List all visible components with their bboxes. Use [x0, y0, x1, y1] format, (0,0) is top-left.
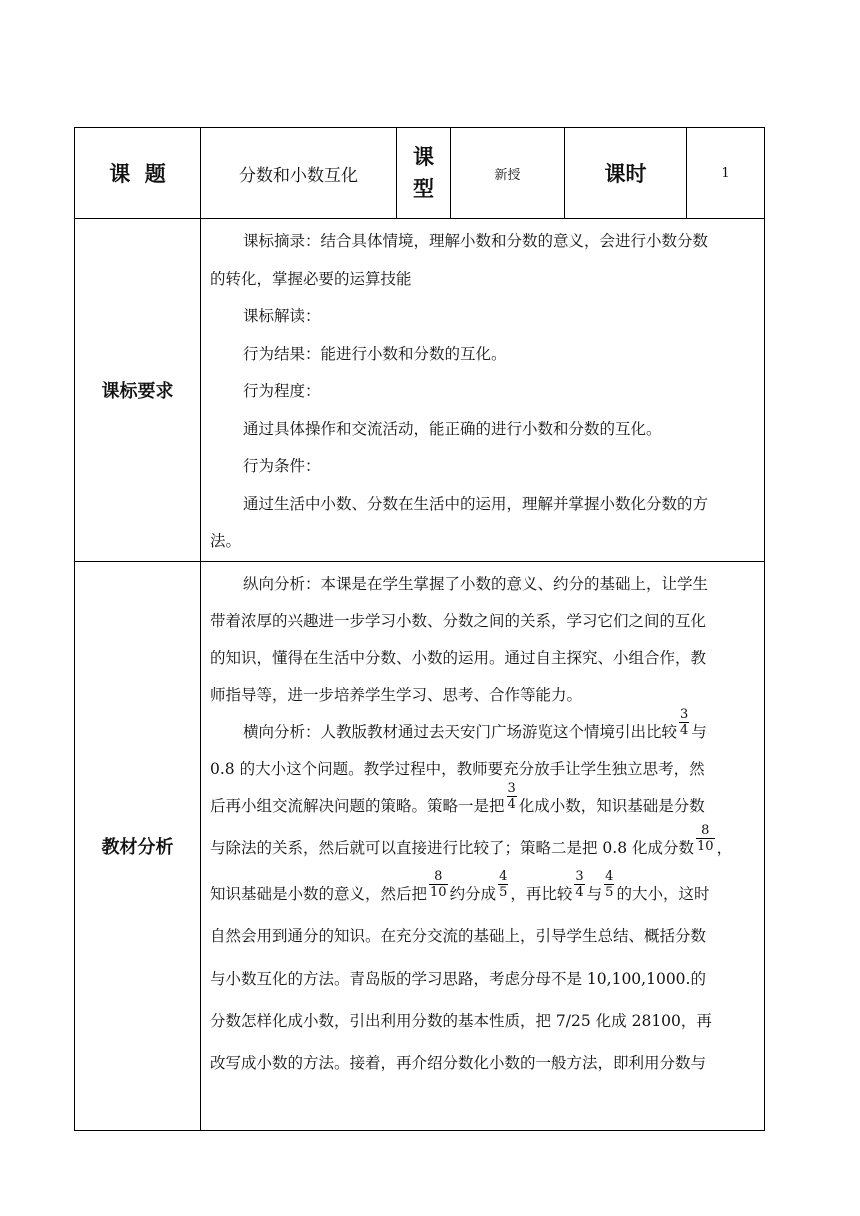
- standards-line: 行为程度：: [243, 382, 321, 400]
- analysis-text: 后再小组交流解决问题的策略。策略一是把: [210, 796, 505, 815]
- analysis-text: ，: [716, 838, 733, 857]
- analysis-line: 的知识，懂得在生活中分数、小数的运用。通过自主探究、小组合作，教: [210, 648, 707, 667]
- topic-value: 分数和小数互化: [201, 128, 397, 219]
- fraction-4-5: [604, 869, 614, 900]
- analysis-line: 改写成小数的方法。接着，再介绍分数化小数的一般方法，即利用分数与: [210, 1053, 707, 1072]
- type-label: [397, 128, 451, 219]
- fraction-numerator: 3: [507, 781, 516, 796]
- standards-label: 课标要求: [75, 219, 201, 562]
- analysis-line: [210, 707, 754, 751]
- fraction-8-10: [696, 823, 715, 854]
- analysis-text: 与: [691, 722, 707, 741]
- analysis-text: 知识基础是小数的意义，然后把: [210, 884, 428, 903]
- analysis-text: ，再比较: [510, 884, 573, 903]
- standards-line: 课标解读：: [243, 307, 321, 325]
- standards-content: [201, 219, 765, 562]
- analysis-line: 与小数互化的方法。青岛版的学习思路，考虑分母不是 10,100,1000.的: [210, 969, 706, 988]
- fraction-denominator: 4: [680, 723, 689, 738]
- lesson-plan-table: [74, 127, 765, 1131]
- fraction-3-4: [507, 781, 517, 812]
- analysis-row: [75, 561, 765, 1130]
- fraction-8-10: [429, 869, 448, 900]
- fraction-denominator: 4: [575, 885, 584, 900]
- fraction-denominator: 5: [499, 885, 508, 900]
- fraction-numerator: 3: [575, 869, 584, 884]
- analysis-text: 与除法的关系，然后就可以直接进行比较了；策略二是把 0.8 化成分数: [210, 838, 695, 857]
- fraction-denominator: 4: [507, 797, 516, 812]
- analysis-line: 师指导等，进一步培养学生学习、思考、合作等能力。: [210, 685, 583, 704]
- analysis-line: 分数怎样化成小数，引出利用分数的基本性质，把 7/25 化成 28100，再: [210, 1011, 712, 1030]
- type-label-line1: 课: [413, 145, 434, 169]
- standards-line: 通过生活中小数、分数在生活中的运用，理解并掌握小数化分数的方: [243, 494, 709, 513]
- fraction-denominator: 10: [430, 885, 447, 900]
- header-row: [75, 128, 765, 219]
- standards-line: 的转化，掌握必要的运算技能: [210, 269, 412, 288]
- period-label: 课时: [565, 128, 687, 219]
- analysis-line: 带着浓厚的兴趣进一步学习小数、分数之间的关系，学习它们之间的互化: [210, 611, 707, 630]
- period-value: 1: [687, 128, 765, 219]
- standards-line: 法。: [210, 532, 242, 550]
- analysis-label: 教材分析: [75, 561, 201, 1130]
- type-label-line2: 型: [413, 177, 434, 201]
- analysis-text: 的大小，这时: [616, 884, 710, 903]
- standards-line: 行为条件：: [243, 457, 321, 475]
- fraction-denominator: 5: [605, 885, 614, 900]
- analysis-line: 0.8 的大小这个问题。教学过程中，教师要充分放手让学生独立思考，然: [210, 759, 705, 778]
- analysis-line: [210, 865, 754, 915]
- fraction-numerator: 4: [605, 869, 614, 884]
- analysis-text: 化成小数，知识基础是分数: [518, 796, 705, 815]
- analysis-line: 纵向分析：本课是在学生掌握了小数的意义、约分的基础上，让学生: [243, 574, 709, 593]
- fraction-numerator: 4: [499, 869, 508, 884]
- fraction-numerator: 8: [429, 869, 448, 885]
- analysis-text: 横向分析：人教版教材通过去天安门广场游览这个情境引出比较: [243, 722, 678, 741]
- fraction-numerator: 8: [696, 823, 715, 839]
- analysis-line: 自然会用到通分的知识。在充分交流的基础上，引导学生总结、概括分数: [210, 926, 707, 945]
- analysis-text: 约分成: [449, 884, 497, 903]
- fraction-3-4: [679, 707, 689, 738]
- topic-label: 课 题: [75, 128, 201, 219]
- fraction-4-5: [498, 869, 508, 900]
- type-value: 新授: [451, 128, 565, 219]
- standards-line: 课标摘录：结合具体情境，理解小数和分数的意义，会进行小数分数: [243, 232, 709, 250]
- fraction-3-4: [574, 869, 584, 900]
- fraction-denominator: 10: [697, 839, 714, 854]
- analysis-line: [210, 781, 754, 825]
- standards-line: 行为结果：能进行小数和分数的互化。: [243, 344, 507, 363]
- fraction-numerator: 3: [680, 707, 689, 722]
- analysis-line: [210, 825, 754, 865]
- analysis-content: [201, 561, 765, 1130]
- analysis-text: 与: [586, 884, 603, 903]
- standards-line: 通过具体操作和交流活动，能正确的进行小数和分数的互化。: [243, 419, 662, 438]
- standards-row: [75, 219, 765, 562]
